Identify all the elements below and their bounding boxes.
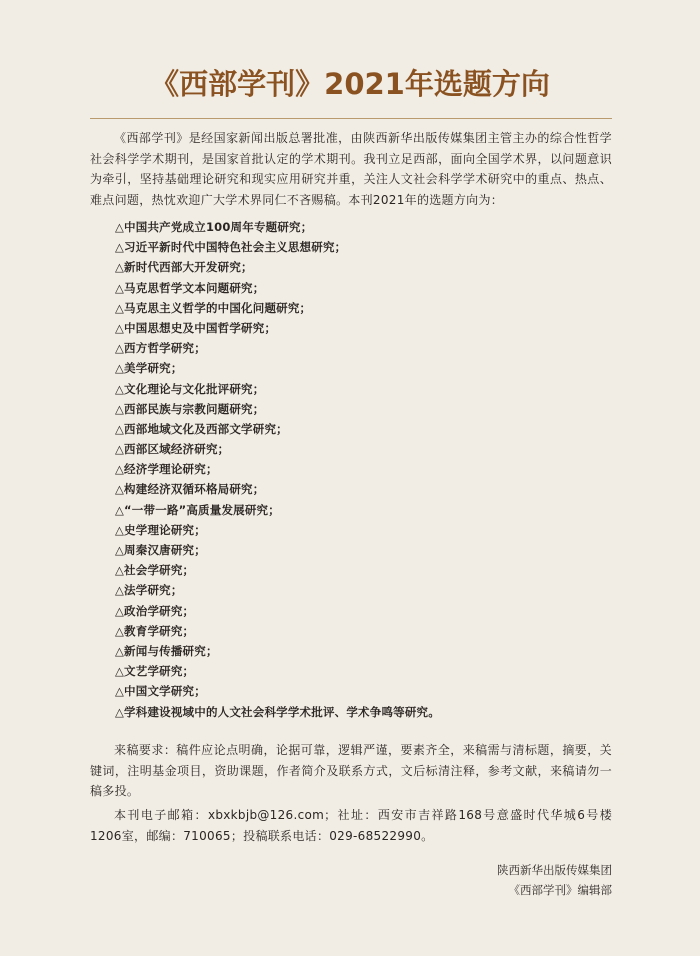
- publisher-name: 陕西新华出版传媒集团: [497, 863, 612, 877]
- topic-item: △西部民族与宗教问题研究；: [115, 401, 265, 416]
- topic-item: △美学研究；: [115, 361, 183, 376]
- topic-item: △习近平新时代中国特色社会主义思想研究；: [115, 240, 347, 255]
- topic-item: △新闻与传播研究；: [115, 643, 218, 658]
- topic-item: △史学理论研究；: [115, 522, 206, 537]
- topic-item: △中国思想史及中国哲学研究；: [115, 320, 277, 335]
- topic-item: △中国共产党成立100周年专题研究；: [115, 220, 313, 234]
- topic-item: △文化理论与文化批评研究；: [115, 381, 265, 396]
- topic-item: △教育学研究；: [115, 623, 195, 638]
- topic-item: △西部地域文化及西部文学研究；: [115, 421, 288, 436]
- topic-item: △马克思主义哲学的中国化问题研究；: [115, 300, 312, 315]
- topic-item: △“一带一路”高质量发展研究；: [115, 502, 280, 517]
- topic-item: △学科建设视域中的人文社会科学学术批评、学术争鸣等研究。: [115, 704, 440, 719]
- topic-item: △构建经济双循环格局研究；: [115, 482, 265, 497]
- intro-paragraph: 《西部学刊》是经国家新闻出版总署批准，由陕西新华出版传媒集团主管主办的综合性哲学社会科学学术期刊，是国家首批认定的学术期刊。我刊立足西部，面向全国学术界，以问题意识为牵引，坚持基础理论研究和现实应用研究并重，关注人文社会科学学术研究中的重点、热点、难点问题，热忱欢迎广大学术界同仁不吝赐稿。本刊2021年的选题方向为：: [90, 131, 612, 207]
- footer-signature: [497, 860, 612, 900]
- topic-item: △马克思哲学文本问题研究；: [115, 280, 265, 295]
- topic-item: △西方哲学研究；: [115, 341, 206, 356]
- topic-item: △周秦汉唐研究；: [115, 543, 206, 557]
- contact-info: 本刊电子邮箱：xbxkbjb@126.com；社址：西安市吉祥路168号意盛时代华城6号楼1206室，邮编：710065；投稿联系电话：029-68522990。: [90, 808, 612, 843]
- topic-item: △新时代西部大开发研究；: [115, 260, 253, 275]
- topic-item: △法学研究；: [115, 583, 183, 598]
- submission-requirements: 来稿要求：稿件应论点明确，论据可靠，逻辑严谨，要素齐全，来稿需与清标题，摘要，关键词，注明基金项目，资助课题，作者简介及联系方式，文后标清注释，参考文献，来稿请勿一稿多投。: [90, 743, 612, 798]
- topic-item: △中国文学研究；: [115, 684, 206, 699]
- editorial-office: 《西部学刊》编辑部: [508, 883, 612, 897]
- topic-item: △文艺学研究；: [115, 664, 195, 679]
- topic-item: △西部区域经济研究；: [115, 442, 230, 457]
- title-divider: [90, 118, 612, 119]
- topic-list: [115, 217, 615, 722]
- topic-item: △政治学研究；: [115, 603, 195, 618]
- page-title: 《西部学刊》2021年选题方向: [150, 67, 550, 101]
- topic-item: △经济学理论研究；: [115, 462, 218, 477]
- topic-item: △社会学研究；: [115, 563, 195, 578]
